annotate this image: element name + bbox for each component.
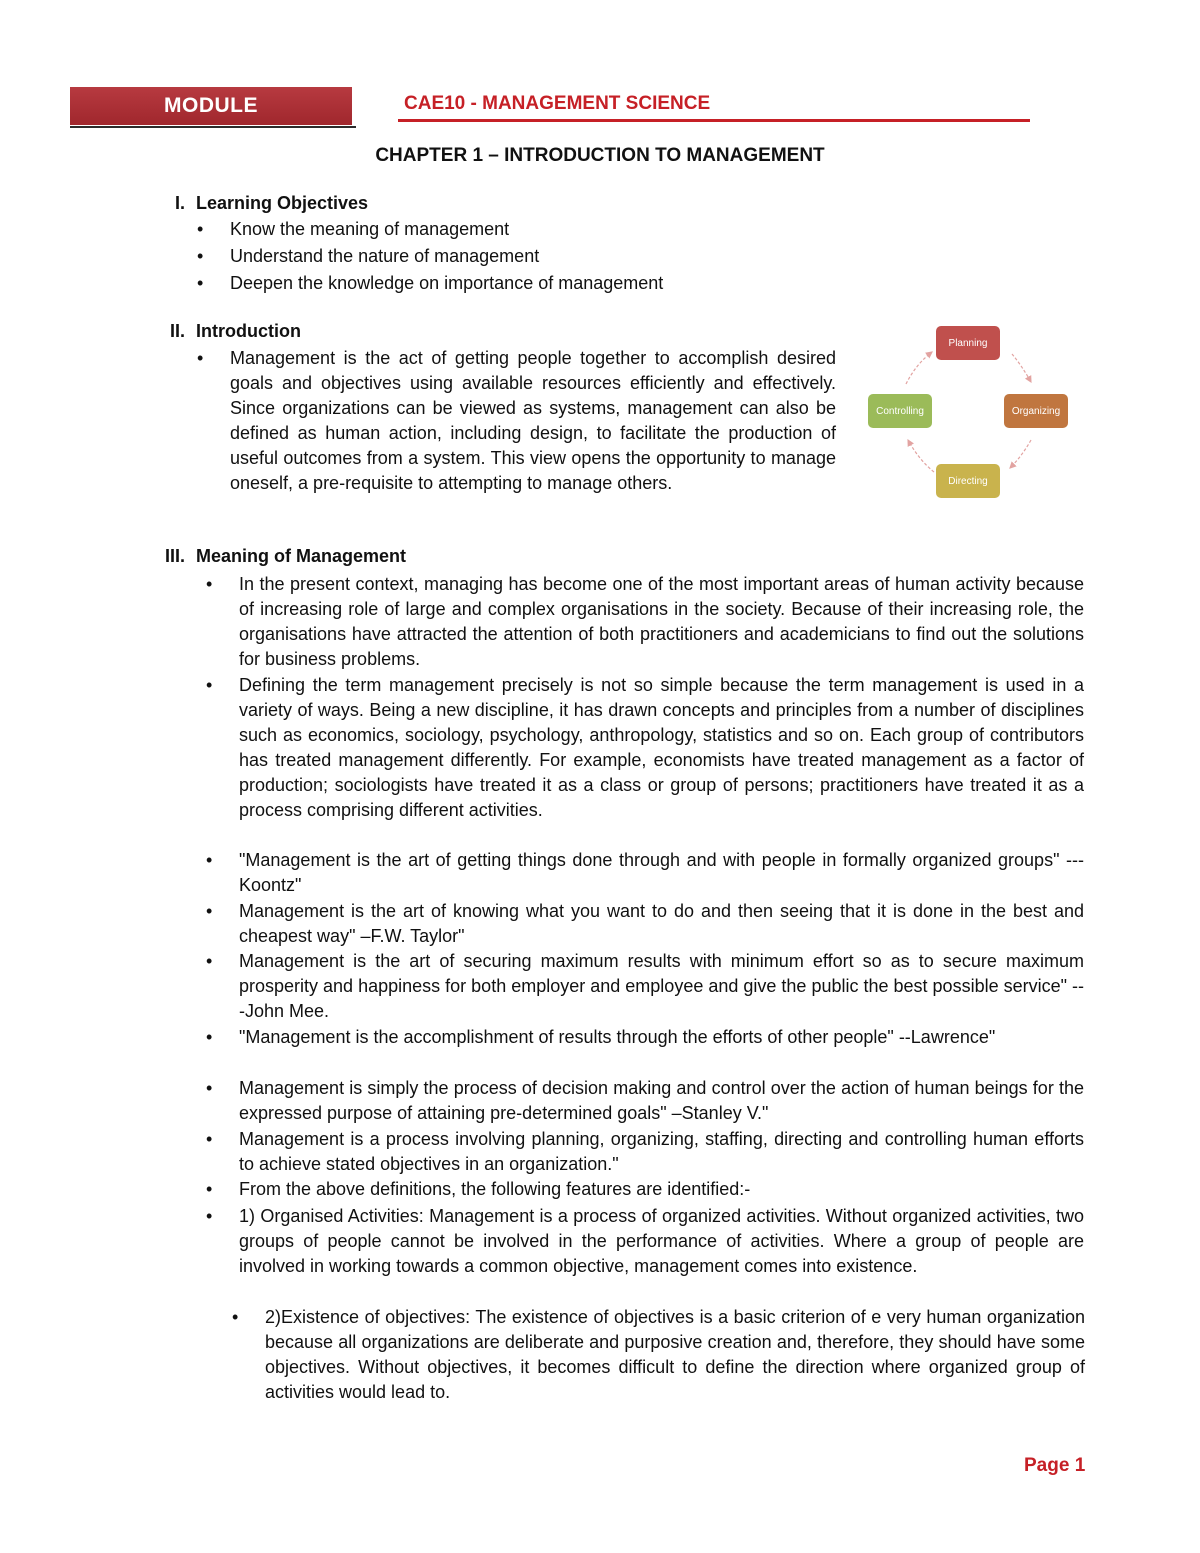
list-item: • Management is the art of knowing what you want to do and then seeing that it is done in the best and cheapest way" –F.W. Taylor" — [206, 901, 1084, 946]
section-title-meaning: Meaning of Management — [196, 546, 407, 566]
step-controlling: Controlling — [868, 394, 932, 428]
step-organizing: Organizing — [1004, 394, 1068, 428]
bullet-icon: • — [206, 574, 213, 594]
section-title-objectives: Learning Objectives — [196, 193, 369, 213]
bullet-icon: • — [206, 901, 213, 921]
management-cycle-diagram — [864, 322, 1074, 504]
bullet-icon: • — [206, 1078, 213, 1098]
list-item: • From the above definitions, the following features are identified:- — [239, 1177, 1084, 1202]
list-item: • Management is a process involving planning, organizing, staffing, directing and controlling human efforts to achieve stated objectives in an organization." — [206, 1129, 1084, 1174]
list-item: • In the present context, managing has become one of the most important areas of human activity because of increasing role of large and complex organisations in the society. Because of their increasing role, the organisations have attracted the attention of both practitioners and academicians to find out the solutions for business problems. — [206, 574, 1084, 669]
bullet-icon: • — [206, 1179, 213, 1199]
list-item: • Know the meaning of management — [230, 217, 509, 242]
section-title-introduction: Introduction — [196, 321, 301, 341]
course-title: CAE10 - MANAGEMENT SCIENCE — [404, 93, 711, 114]
sub-list-item: • 2)Existence of objectives: The existence of objectives is a basic criterion of e very human organization because all organizations are deliberate and purposive creation and, therefore, they should have some objectives. Without objectives, it becomes difficult to define the direction where organized group of activities would lead to. — [232, 1307, 1085, 1402]
section-number-objectives: I. — [174, 193, 185, 213]
list-item: • "Management is the art of getting things done through and with people in formally organized groups" ---Koontz" — [206, 850, 1084, 895]
bullet-icon: • — [197, 219, 204, 239]
list-item: • Deepen the knowledge on importance of management — [230, 271, 663, 296]
bullet-icon: • — [206, 675, 213, 695]
list-item: • "Management is the accomplishment of results through the efforts of other people" --Lawrence" — [239, 1025, 1084, 1050]
badge-underline — [70, 126, 356, 128]
bullet-icon: • — [197, 348, 204, 368]
bullet-icon: • — [197, 246, 204, 266]
list-item: • Management is simply the process of decision making and control over the action of human beings for the expressed purpose of attaining pre-determined goals" –Stanley V." — [206, 1078, 1084, 1123]
arrow-directing-to-controlling — [908, 440, 934, 472]
chapter-title: CHAPTER 1 – INTRODUCTION TO MANAGEMENT — [375, 145, 825, 166]
bullet-icon: • — [206, 1206, 213, 1226]
step-planning: Planning — [936, 326, 1000, 360]
list-item: • Management is the art of securing maximum results with minimum effort so as to secure maximum prosperity and happiness for both employer and employee and give the public the best possible service" ---John Mee. — [206, 951, 1084, 1021]
list-item: • 1) Organised Activities: Management is a process of organized activities. Without organized activities, two groups of people cannot be involved in the performance of activities. Where a group of people are involved in working towards a common objective, management comes into existence. — [206, 1206, 1084, 1276]
introduction-paragraph: • Management is the act of getting people together to accomplish desired goals and objectives using available resources efficiently and effectively. Since organizations can be viewed as systems, management can also be defined as human action, including design, to facilitate the production of useful outcomes from a system. This view opens the opportunity to manage oneself, a pre-requisite to attempting to manage others. — [197, 348, 836, 493]
bullet-icon: • — [206, 1027, 213, 1047]
section-number-introduction: II. — [169, 321, 185, 341]
bullet-icon: • — [197, 273, 204, 293]
section-number-meaning: III. — [164, 546, 185, 566]
arrow-planning-to-organizing — [1012, 354, 1031, 382]
module-badge: MODULE — [70, 87, 352, 125]
step-directing: Directing — [936, 464, 1000, 498]
list-item: • Defining the term management precisely is not so simple because the term management is used in a variety of ways. Being a new discipline, it has drawn concepts and principles from a number of disciplines such as economics, sociology, psychology, anthropology, statistics and so on. Each group of contributors has treated management differently. For example, economists have treated management as a factor of production; sociologists have treated it as a class or group of persons; practitioners have treated it as a process comprising different activities. — [206, 675, 1084, 820]
header-rule — [398, 119, 1030, 122]
bullet-icon: • — [206, 951, 213, 971]
bullet-icon: • — [206, 1129, 213, 1149]
page-number: Page 1 — [1024, 1455, 1086, 1476]
arrow-organizing-to-directing — [1010, 440, 1031, 468]
arrow-controlling-to-planning — [906, 352, 932, 384]
bullet-icon: • — [206, 850, 213, 870]
bullet-icon: • — [232, 1307, 239, 1327]
list-item: • Understand the nature of management — [230, 244, 539, 269]
